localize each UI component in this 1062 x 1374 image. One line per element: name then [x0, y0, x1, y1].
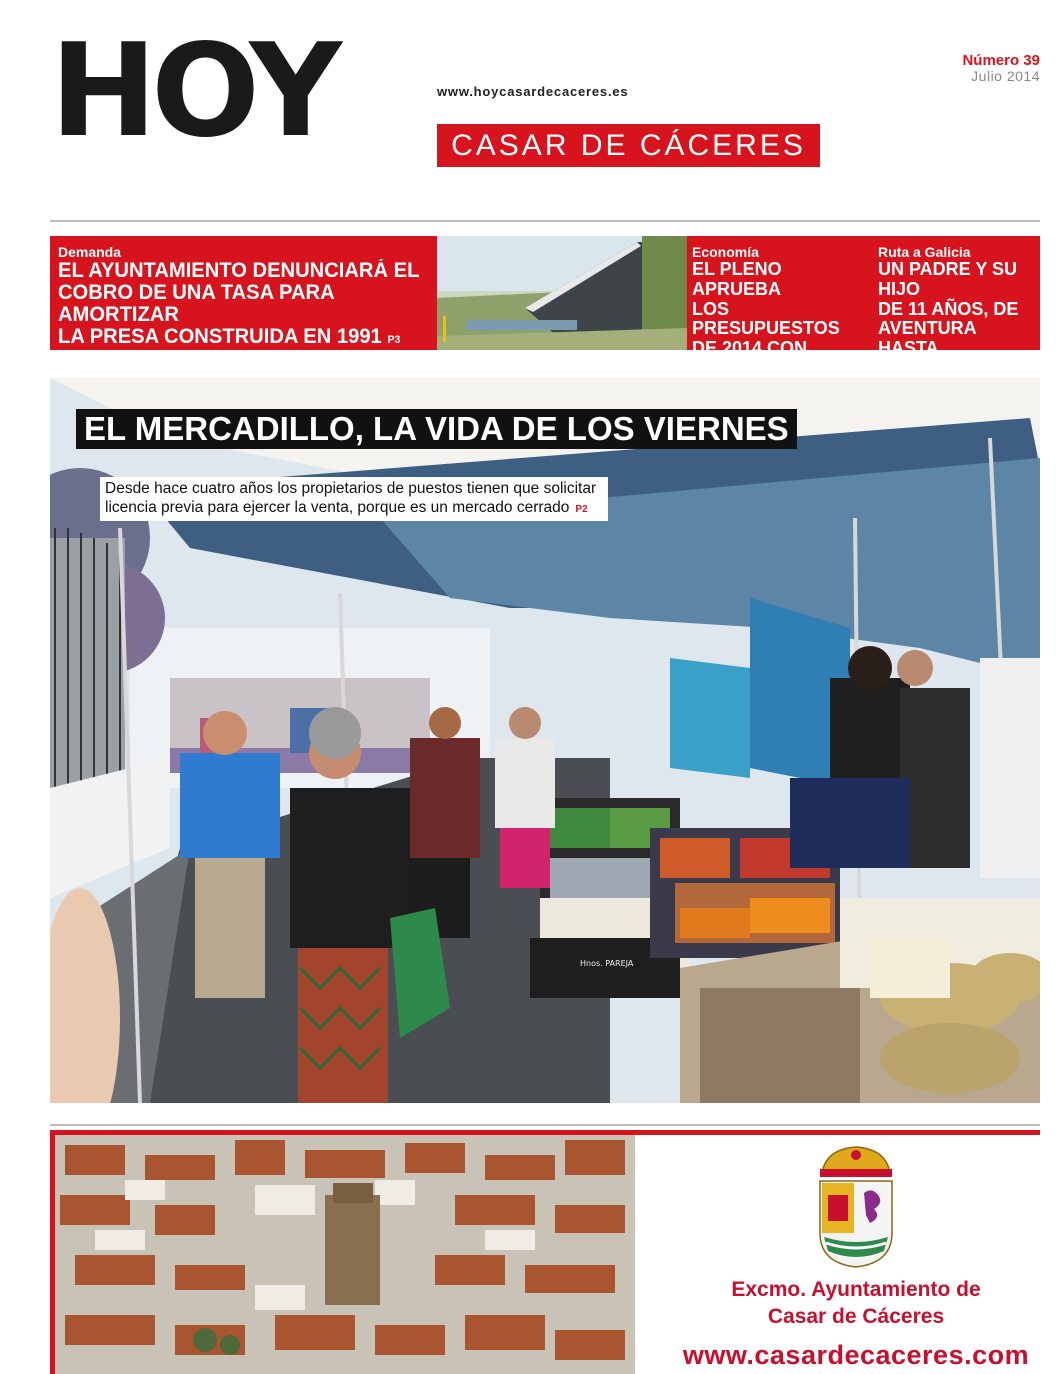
ad-website-link[interactable]: www.casardecaceres.com: [682, 1340, 1030, 1370]
teaser-headline: [878, 260, 1036, 379]
edition-banner: [437, 124, 820, 167]
headline-line: SANTIAGO P11: [878, 357, 998, 378]
page-reference: P3: [387, 334, 401, 347]
issue-number: Número 39: [962, 52, 1040, 69]
teaser-headline: [692, 260, 868, 379]
teaser-kicker: Demanda: [58, 244, 122, 260]
headline-line: 3.348.108 EUROS P5: [692, 357, 861, 378]
teaser-headline: [58, 260, 421, 348]
page-reference: P5: [847, 364, 861, 377]
stall-sign: Hnos. PAREJA: [580, 959, 634, 968]
aerial-town-photo: [55, 1135, 635, 1374]
ad-title-line2: Casar de Cáceres: [767, 1305, 945, 1328]
main-subtitle: [100, 477, 608, 521]
dam-illustration: [437, 236, 687, 350]
newspaper-logo: HOY: [50, 17, 337, 166]
teaser-galicia-route[interactable]: [878, 244, 1036, 379]
headline-line: AVENTURA HASTA: [878, 318, 976, 359]
headline-line: EL AYUNTAMIENTO DENUNCIARÁ EL: [58, 259, 420, 282]
coat-of-arms-icon: [808, 1143, 904, 1269]
mid-divider: [50, 1124, 1040, 1126]
edition-title: CASAR DE CÁCERES: [451, 129, 806, 162]
headline-line: DE 11 AÑOS, DE: [878, 298, 1019, 319]
issue-date: Julio 2014: [971, 68, 1040, 84]
headline-line: UN PADRE Y SU HIJO: [878, 259, 1018, 299]
teaser-dam-tax[interactable]: [58, 244, 436, 348]
teaser-strip: [50, 236, 1040, 378]
headline-line: EL PLENO APRUEBA: [692, 259, 782, 299]
page-reference: P2: [575, 504, 588, 515]
teaser-kicker: Economía: [692, 244, 759, 260]
headline-line: DE 2014 CON: [692, 338, 808, 359]
top-divider: [50, 220, 1040, 222]
town-hall-advertisement[interactable]: [50, 1130, 1040, 1374]
dam-photo: [437, 236, 687, 350]
ad-panel: [635, 1135, 1040, 1374]
teaser-budget[interactable]: [692, 244, 868, 379]
headline-line: LOS PRESUPUESTOS: [692, 298, 840, 339]
main-headline[interactable]: EL MERCADILLO, LA VIDA DE LOS VIERNES: [76, 409, 797, 449]
aerial-town-illustration: [55, 1135, 635, 1374]
website-url[interactable]: www.hoycasardecaceres.es: [437, 84, 629, 99]
page-reference: P11: [979, 364, 998, 377]
subtitle-line: licencia previa para ejercer la venta, porque es un mercado cerrado P2: [105, 499, 588, 516]
headline-line: LA PRESA CONSTRUIDA EN 1991 P3: [58, 325, 401, 349]
subtitle-line: Desde hace cuatro años los propietarios de puestos tienen que solicitar: [105, 480, 597, 497]
headline-line: COBRO DE UNA TASA PARA AMORTIZAR: [58, 281, 334, 327]
ad-title-line1: Excmo. Ayuntamiento de: [731, 1278, 981, 1301]
teaser-kicker: Ruta a Galicia: [878, 244, 971, 260]
